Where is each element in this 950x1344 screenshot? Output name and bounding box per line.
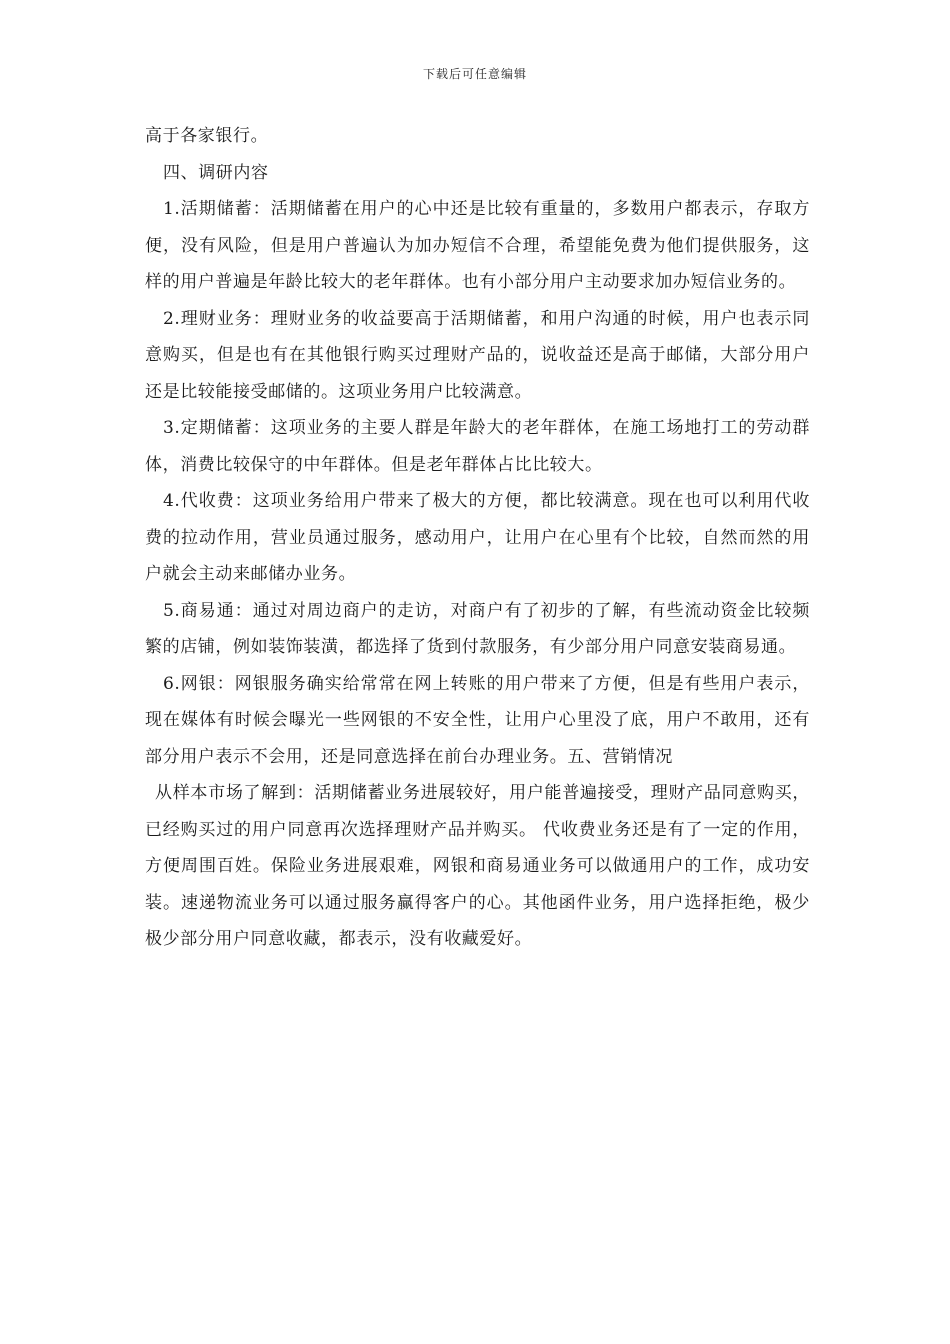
paragraph-online-banking: 6.网银：网银服务确实给常常在网上转账的用户带来了方便，但是有些用户表示，现在媒体有时候会曝光一些网银的不安全性，让用户心里没了底，用户不敢用，还有部分用户表示不会用，还是同意选择在前台办理业务。五、营销情况 <box>145 673 810 767</box>
paragraph-collection-service: 4.代收费：这项业务给用户带来了极大的方便，都比较满意。现在也可以利用代收费的拉动作用，营业员通过服务，感动用户，让用户在心里有个比较，自然而然的用户就会主动来邮储办业务。 <box>145 491 810 584</box>
paragraph-fixed-deposit: 3.定期储蓄：这项业务的主要人群是年龄大的老年群体，在施工场地打工的劳动群体，消费比较保守的中年群体。但是老年群体占比比较大。 <box>145 418 810 475</box>
paragraph-shangyitong: 5.商易通：通过对周边商户的走访，对商户有了初步的了解，有些流动资金比较频繁的店铺，例如装饰装潢，都选择了货到付款服务，有少部分用户同意安装商易通。 <box>145 600 810 657</box>
paragraph-sample-market: 从样本市场了解到：活期储蓄业务进展较好，用户能普遍接受，理财产品同意购买，已经购买过的用户同意再次选择理财产品并购买。 代收费业务还是有了一定的作用，方便周围百姓。保险业务进展艰难，网银和商易通业务可以做通用户的工作，成功安装。速递物流业务可以通过服务赢得客户的心。其他函件业务，用户选择拒绝，极少极少部分用户同意收藏，都表示，没有收藏爱好。 <box>145 783 810 949</box>
paragraph-demand-deposit: 1.活期储蓄：活期储蓄在用户的心中还是比较有重量的，多数用户都表示，存取方便，没有风险，但是用户普遍认为加办短信不合理，希望能免费为他们提供服务，这样的用户普遍是年龄比较大的老年群体。也有小部分用户主动要求加办短信业务的。 <box>145 199 810 292</box>
paragraph-continuation: 高于各家银行。 <box>145 126 269 146</box>
section-heading-research-content: 四、调研内容 <box>163 162 269 183</box>
page-header: 下载后可任意编辑 <box>422 67 527 81</box>
document-body <box>145 118 810 958</box>
paragraph-wealth-management: 2.理财业务：理财业务的收益要高于活期储蓄，和用户沟通的时候，用户也表示同意购买，但是也有在其他银行购买过理财产品的，说收益还是高于邮储，大部分用户还是比较能接受邮储的。这项业务用户比较满意。 <box>145 308 810 402</box>
